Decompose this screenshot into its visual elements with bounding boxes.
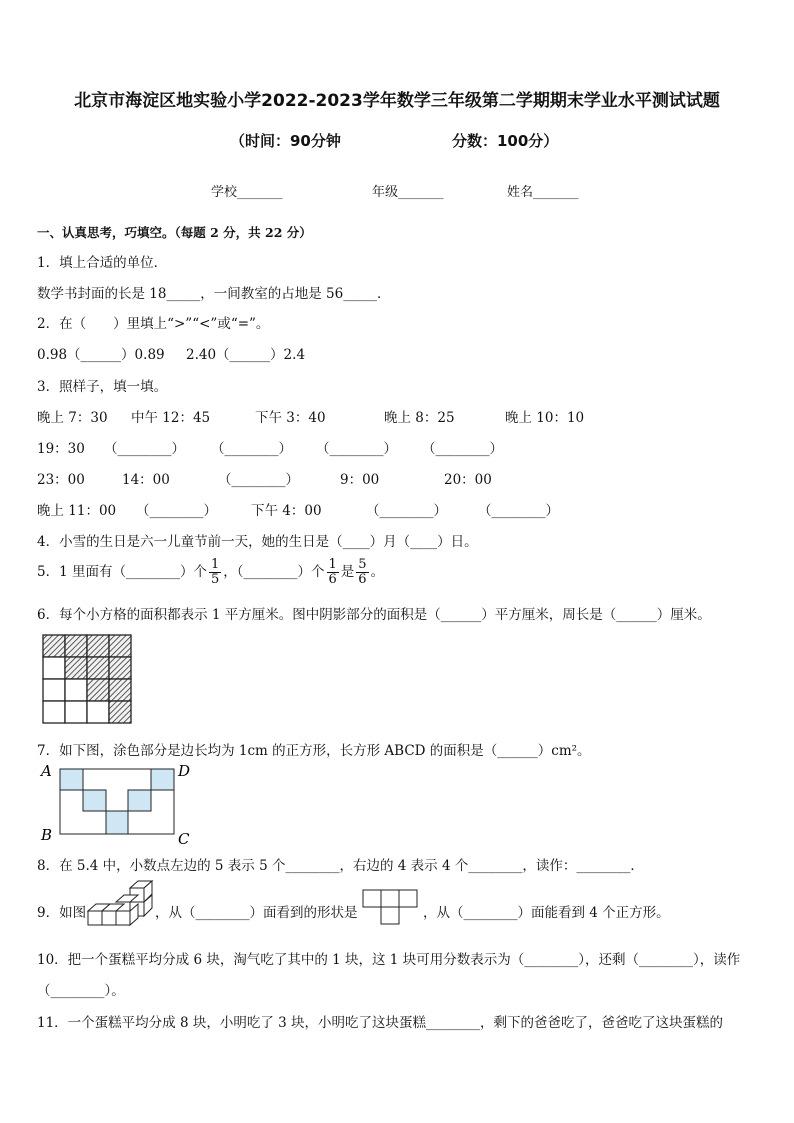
q1-line: 数学书封面的长是 18_____，一间教室的占地是 56_____． — [37, 286, 391, 302]
q7-text: 7．如下图，涂色部分是边长均为 1cm 的正方形，长方形 ABCD 的面积是（______）cm²。 — [37, 743, 591, 759]
q3-r1-c4: 晚上 8：25 — [384, 410, 455, 426]
q3-r4-c4: （________） — [366, 503, 447, 519]
q5-line — [37, 558, 384, 587]
q11-text: 11．一个蛋糕平均分成 8 块，小明吃了 3 块，小明吃了这块蛋糕________，剩下的爸爸吃了，爸爸吃了这块蛋糕的 — [37, 1015, 724, 1031]
name-field: 姓名_______ — [507, 185, 579, 200]
exam-score: 分数：100分） — [452, 132, 559, 150]
q7-rectangle-figure — [36, 760, 206, 848]
q2-stem: 2．在（ ）里填上“>”“<”或“=”。 — [37, 316, 270, 332]
section-heading: 一、认真思考，巧填空。（每题 2 分，共 22 分） — [37, 225, 312, 240]
q3-r3-c1: 23：00 — [37, 472, 85, 488]
q3-r3-c3: （________） — [218, 472, 299, 488]
q3-r3-c5: 20：00 — [444, 472, 492, 488]
q10-line2: （________）。 — [37, 983, 125, 999]
q3-r3-c2: 14：00 — [122, 472, 170, 488]
q9-part3: ，从（________）面能看到 4 个正方形。 — [423, 905, 670, 921]
school-field: 学校_______ — [211, 185, 283, 200]
vertex-label-b: B — [41, 826, 53, 844]
q6-text: 6．每个小方格的面积都表示 1 平方厘米。图中阴影部分的面积是（______）平方厘米，周长是（______）厘米。 — [37, 607, 711, 623]
q5-part4: 。 — [370, 564, 385, 580]
q3-r2-c2: （________） — [104, 441, 185, 457]
q6-grid-figure — [42, 634, 132, 724]
q2-item-b: 2.40（______）2.4 — [186, 347, 306, 363]
q3-r2-c3: （________） — [211, 441, 292, 457]
q4-text: 4．小雪的生日是六一儿童节前一天，她的生日是（____）月（____）日。 — [37, 534, 478, 550]
q3-r1-c5: 晚上 10：10 — [505, 410, 585, 426]
q9-part2: ，从（________）面看到的形状是 — [155, 905, 358, 921]
q9-view-shape-figure — [362, 889, 420, 925]
grade-field: 年级_______ — [372, 185, 444, 200]
q8-text: 8．在 5.4 中，小数点左边的 5 表示 5 个________，右边的 4 表示 4 个________，读作：________． — [37, 858, 644, 874]
q3-r1-c3: 下午 3：40 — [255, 410, 326, 426]
q9-cube-stack-figure — [86, 880, 154, 928]
q5-part2: ，（________）个 — [223, 564, 325, 580]
fraction-one-sixth: $\frac{1}{6}$ — [328, 557, 337, 587]
q3-r1-c1: 晚上 7：30 — [37, 410, 108, 426]
q2-item-a: 0.98（______）0.89 — [37, 347, 165, 363]
vertex-label-d: D — [178, 762, 191, 780]
fraction-one-fifth: $\frac{1}{5}$ — [210, 557, 220, 587]
q1-stem: 1．填上合适的单位． — [37, 255, 168, 271]
q3-r2-c4: （________） — [316, 441, 397, 457]
q3-r4-c2: （________） — [136, 503, 217, 519]
q3-r4-c5: （________） — [478, 503, 559, 519]
q10-line1: 10．把一个蛋糕平均分成 6 块，淘气吃了其中的 1 块，这 1 块可用分数表示为（________），还剩（________），读作 — [37, 952, 741, 968]
exam-time: （时间：90分钟 — [230, 132, 341, 150]
q3-r2-c1: 19：30 — [37, 441, 85, 457]
fraction-five-sixths: $\frac{5}{6}$ — [358, 557, 367, 587]
q5-part3: 是 — [340, 564, 355, 580]
q5-part1: 5．1 里面有（________）个 — [37, 564, 207, 580]
q3-r1-c2: 中午 12：45 — [131, 410, 211, 426]
q3-r4-c3: 下午 4：00 — [251, 503, 322, 519]
q3-r2-c5: （________） — [422, 441, 503, 457]
exam-title: 北京市海淀区地实验小学2022-2023学年数学三年级第二学期期末学业水平测试试题 — [74, 91, 720, 111]
q3-stem: 3．照样子，填一填。 — [37, 379, 168, 395]
q3-r3-c4: 9：00 — [340, 472, 380, 488]
q3-r4-c1: 晚上 11：00 — [37, 503, 117, 519]
vertex-label-c: C — [178, 830, 190, 848]
vertex-label-a: A — [41, 762, 52, 780]
q9-part1: 9．如图 — [37, 905, 87, 921]
